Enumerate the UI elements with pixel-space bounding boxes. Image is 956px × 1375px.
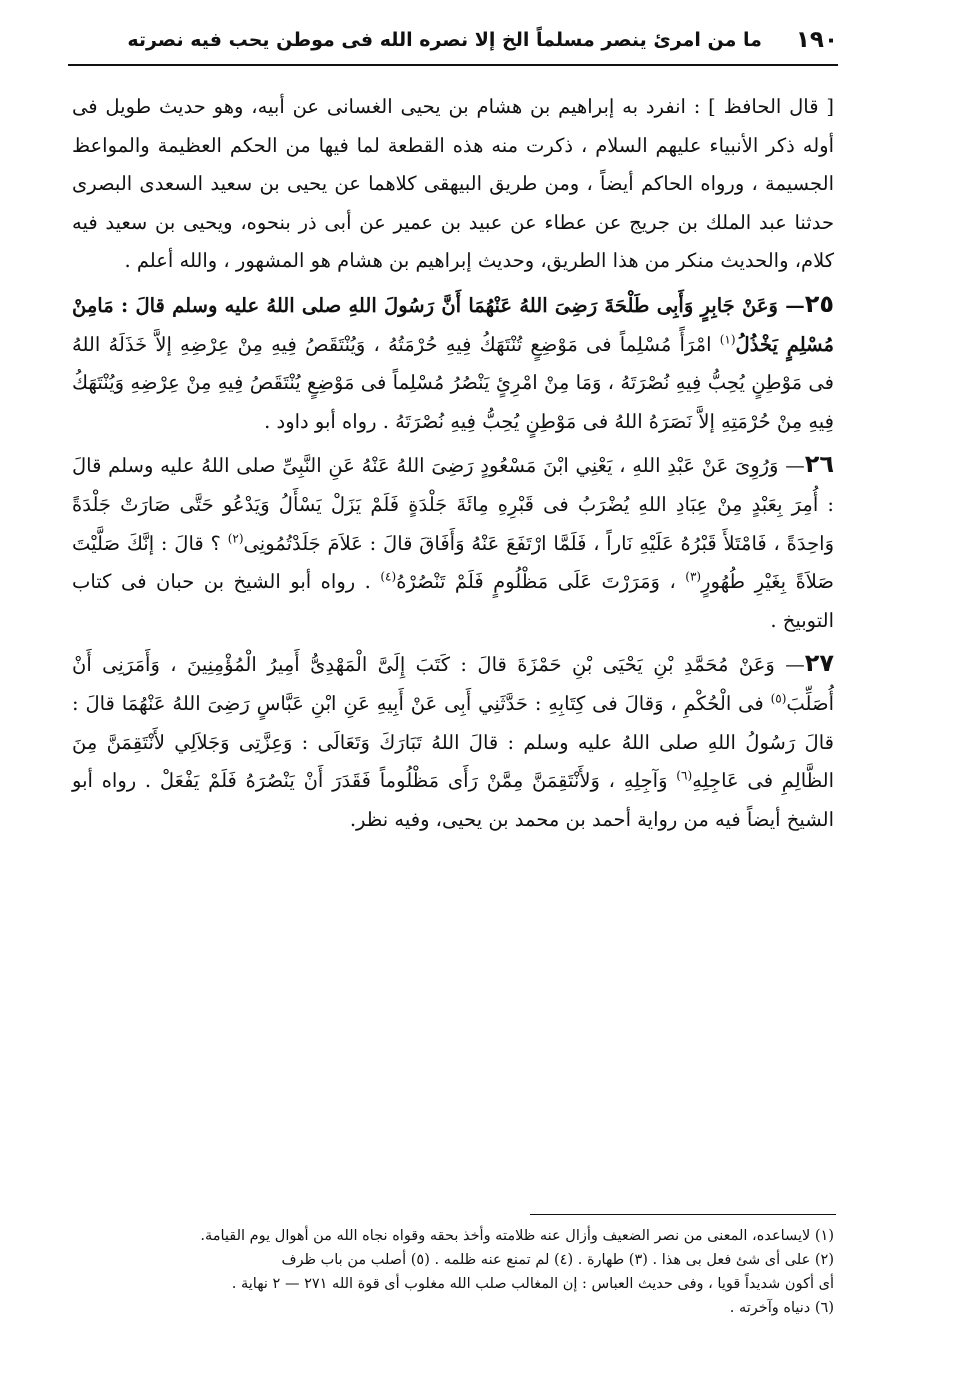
footnote-1: (١) لايساعده، المعنى من نصر الضعيف وأزال عنه ظلامته وأخذ بحقه وقواه نجاه الله من أهوال يوم القيامة. (200, 1228, 834, 1244)
footnote-ref: (٤) (380, 569, 397, 584)
page-header (68, 20, 838, 60)
footnote-ref: (١) (719, 332, 736, 347)
footnotes (72, 1224, 834, 1320)
footnote-rule (530, 1214, 836, 1215)
footnote-ref: (٥) (770, 691, 787, 706)
page-number: ١٩٠ (795, 27, 838, 53)
footnote-ref: (٣) (685, 569, 702, 584)
main-text (72, 88, 834, 839)
hadith-text: فى الْحُكْمِ ، وَقالَ فى كِتَابِهِ : حَدَّثَنِي أَبِى عَنْ أَبِيهِ عَنِ ابْنِ عَبَّاسٍ رَضِىَ اللهُ عَنْهُمَا قالَ : قالَ رَسُولُ اللهِ صلى اللهُ عليه وسلم : قالَ اللهُ تَبَارَكَ وَتَعَالَى : وَعِزَّتِى وَجَلاَلِي لأَنْتَقِمَنَّ مِنَ الظَّالِمِ فى عَاجِلِهِ (72, 691, 834, 793)
hafiz-commentary: [ قال الحافظ ] : انفرد به إبراهيم بن هشام بن يحيى الغسانى عن أبيه، وهو حديث طويل فى أوله ذكر الأنبياء عليهم السلام ، ذكرت منه هذه القطعة لما فيها من الحكم العظيمة والمواعظ الجسيمة ، ورواه الحاكم أيضاً ، ومن طريق البيهقى كلاهما عن يحيى بن سعيد السعدى البصرى حدثنا عبد الملك بن جريج عن عطاء عن عبيد بن عمير عن أبى ذر بنحوه، ويحيى بن سعيد فيه كلام، والحديث منكر من هذا الطريق، وحديث إبراهيم بن هشام هو المشهور ، والله أعلم . (72, 95, 834, 273)
hadith-number: ٢٥ (804, 289, 834, 318)
hadith-number: ٢٧ (804, 649, 834, 678)
footnote-ref: (٢) (227, 531, 244, 546)
running-title: ما من امرئ ينصر مسلماً الخ إلا نصره الله فى موطن يحب فيه نصرته (127, 29, 762, 51)
hadith-text: وَآجِلِهِ ، وَلأَنْتَقِمَنَّ مِمَّنْ رَأَى مَظْلُوماً فَقَدَرَ أَنْ يَنْصُرَهُ فَلَمْ يَفْعَلْ . رواه أبو الشيخ أيضاً فيه من رواية أحمد بن محمد بن يحيى، وفيه نظر. (72, 769, 834, 831)
hadith-text: — وَرُوِىَ عَنْ عَبْدِ اللهِ ، يَعْنِي ابْنَ مَسْعُودٍ رَضِىَ اللهُ عَنْهُ عَنِ النَّبِىِّ صلى اللهُ عليه وسلم قالَ : أُمِرَ بِعَبْدٍ مِنْ عِبَادِ اللهِ يُضْرَبُ فى قَبْرِهِ مِائَةَ جَلْدَةٍ فَلَمْ يَزَلْ يَسْأَلُ وَيَدْعُو حَتَّى صَارَتْ جَلْدَةً وَاحِدَةً ، فَامْتَلأَ قَبْرُهُ عَلَيْهِ نَاراً ، فَلَمَّا ارْتَفَعَ عَنْهُ وَأَفَاقَ قالَ : عَلاَمَ جَلَدْتُمُونِى (72, 454, 834, 555)
hadith-text: ؟ قالَ : إنَّكَ صَلَّيْتَ صَلاَةً بِغَيْرِ طُهُورٍ (72, 531, 834, 594)
hadith-text: امْرَأً مُسْلِماً فى مَوْضِعٍ تُنْتَهَكُ فِيهِ حُرْمَتُهُ ، وَيُنْتَقَصُ فِيهِ مِنْ عِرْضِهِ إلاَّ خَذَلَهُ اللهُ فى مَوْطِنٍ يُحِبُّ فِيهِ نُصْرَتَهُ ، وَمَا مِنْ امْرِئٍ يَنْصُرُ مُسْلِماً فى مَوْضِعٍ يُنْتَقَصُ فِيهِ مِنْ عِرْضِهِ وَيُنْتَهَكُ فِيهِ مِنْ حُرْمَتِهِ إلاَّ نَصَرَهُ اللهُ فى مَوْطِنٍ يُحِبُّ فِيهِ نُصْرَتَهُ . رواه أبو داود . (72, 332, 834, 433)
hadith-text: — وَعَنْ مُحَمَّدِ بْنِ يَحْيَى بْنِ حَمْزَةَ قالَ : كَتَبَ إِلَىَّ الْمَهْدِىُّ أَمِيرُ الْمُؤْمِنِينَ ، وَأَمَرَنِى أَنْ أُصَلِّبَ (72, 653, 834, 715)
hadith-26 (72, 445, 834, 640)
hadith-text: . رواه أبو الشيخ بن حبان فى كتاب التوبيخ . (72, 570, 834, 632)
hadith-27 (72, 644, 834, 839)
hadith-text: ، وَمَرَرْتَ عَلَى مَظْلُومٍ فَلَمْ تَنْصُرْهُ (396, 570, 686, 594)
footnote-5-continued: أى أكون شديداً قويا ، وفى حديث العباس : إن المغالب صلب الله مغلوب أى قوة الله ٢٧١ — ٢ نهاية . (231, 1276, 834, 1292)
hadith-number: ٢٦ (804, 450, 834, 479)
footnote-2-5: (٢) على أى شئ فعل بى هذا . (٣) طهارة . (٤) لم تمنع عنه ظلمه . (٥) أصلب من باب ظرف (281, 1252, 834, 1268)
header-rule (68, 64, 838, 66)
footnote-ref: (٦) (676, 768, 693, 783)
hadith-text: — وَعَنْ جَابِرٍ وَأَبِى طَلْحَةَ رَضِىَ اللهُ عَنْهُمَا أَنَّ رَسُولَ اللهِ صلى اللهُ عليه وسلم قالَ : مَامِنْ مُسْلِمٍ يَخْذُلُ (72, 293, 834, 356)
hadith-25 (72, 285, 834, 441)
footnote-6: (٦) دنياه وآخرته . (729, 1300, 834, 1316)
